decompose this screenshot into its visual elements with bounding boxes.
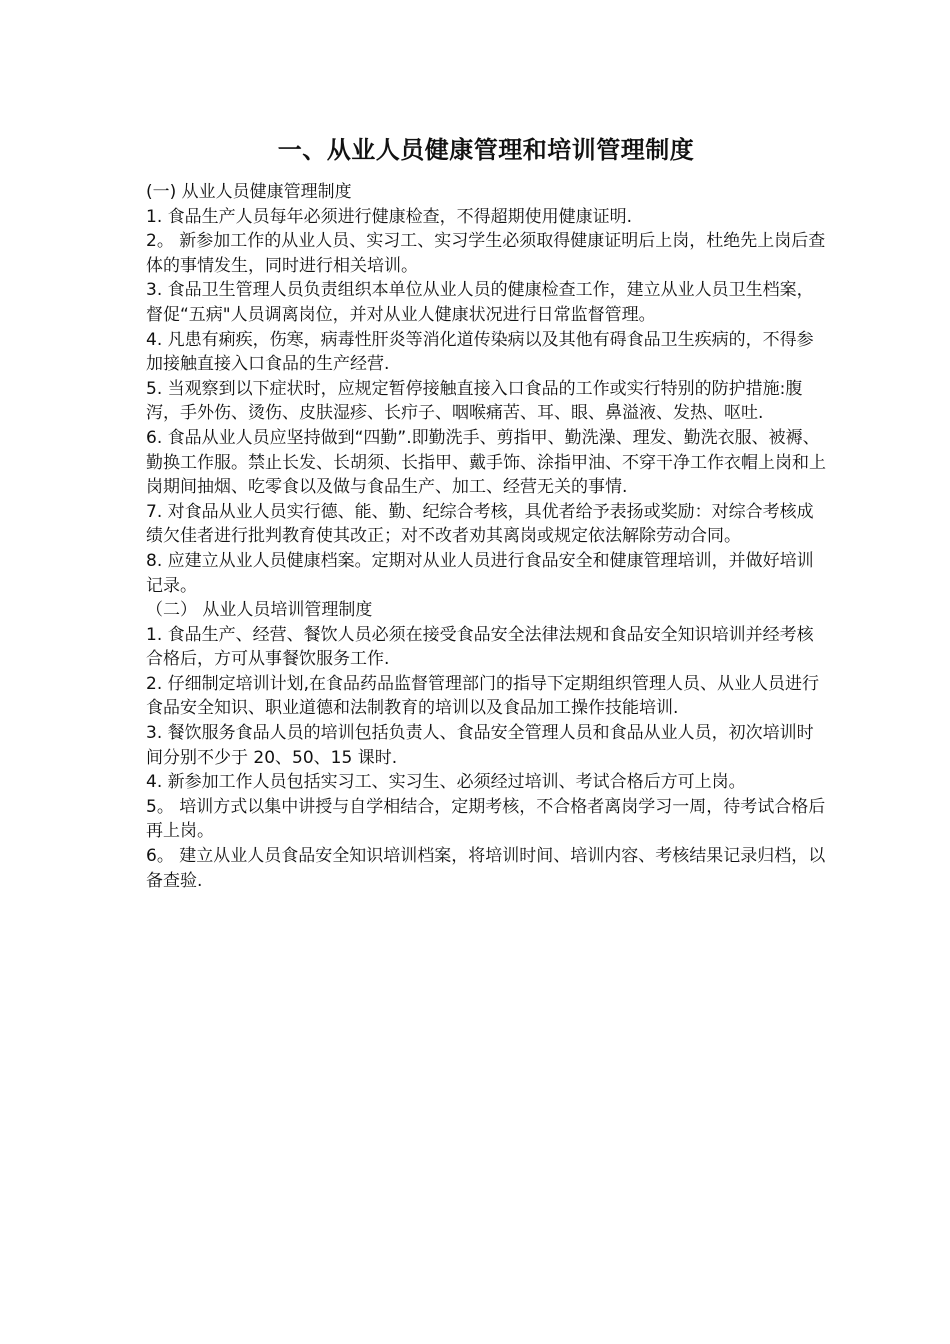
training-rule-4: 4. 新参加工作人员包括实习工、实习生、必须经过培训、考试合格后方可上岗。	[146, 772, 746, 793]
health-rule-8: 8. 应建立从业人员健康档案。定期对从业人员进行食品安全和健康管理培训，并做好培训记录。	[146, 550, 814, 596]
training-rule-5: 5。 培训方式以集中讲授与自学相结合，定期考核，不合格者离岗学习一周，待考试合格后再上岗。	[146, 796, 826, 842]
section-heading-health: (一) 从业人员健康管理制度	[146, 182, 352, 202]
health-rule-1: 1. 食品生产人员每年必须进行健康检查，不得超期使用健康证明.	[146, 206, 633, 227]
document-title: 一、从业人员健康管理和培训管理制度	[277, 136, 695, 164]
document-body	[146, 130, 826, 893]
training-rule-2: 2. 仔细制定培训计划,在食品药品监督管理部门的指导下定期组织管理人员、从业人员进行食品安全知识、职业道德和法制教育的培训以及食品加工操作技能培训.	[146, 673, 820, 719]
section-heading-training: （二） 从业人员培训管理制度	[146, 600, 373, 621]
training-rule-3: 3. 餐饮服务食品人员的培训包括负责人、食品安全管理人员和食品从业人员，初次培训时间分别不少于 20、50、15 课时.	[146, 723, 814, 768]
health-rule-4: 4. 凡患有痢疾，伤寒，病毒性肝炎等消化道传染病以及其他有碍食品卫生疾病的，不得参加接触直接入口食品的生产经营.	[146, 329, 814, 375]
training-rule-1: 1. 食品生产、经营、餐饮人员必须在接受食品安全法律法规和食品安全知识培训并经考核合格后，方可从事餐饮服务工作.	[146, 624, 814, 670]
health-rule-5: 5. 当观察到以下症状时，应规定暂停接触直接入口食品的工作或实行特别的防护措施:腹泻，手外伤、烫伤、皮肤湿疹、长疖子、咽喉痛苦、耳、眼、鼻溢液、发热、呕吐.	[146, 378, 803, 424]
health-rule-7: 7. 对食品从业人员实行德、能、勤、纪综合考核，具优者给予表扬或奖励：对综合考核成绩欠佳者进行批判教育使其改正；对不改者劝其离岗或规定依法解除劳动合同。	[146, 501, 814, 547]
health-rule-3: 3. 食品卫生管理人员负责组织本单位从业人员的健康检查工作，建立从业人员卫生档案，督促“五病"人员调离岗位，并对从业人健康状况进行日常监督管理。	[146, 280, 814, 325]
health-rule-2: 2。 新参加工作的从业人员、实习工、实习学生必须取得健康证明后上岗，杜绝先上岗后查体的事情发生，同时进行相关培训。	[146, 231, 826, 276]
training-rule-6: 6。 建立从业人员食品安全知识培训档案，将培训时间、培训内容、考核结果记录归档，以备查验.	[146, 846, 826, 891]
health-rule-6: 6. 食品从业人员应坚持做到“四勤”.即勤洗手、剪指甲、勤洗澡、理发、勤洗衣服、被褥、勤换工作服。禁止长发、长胡须、长指甲、戴手饰、涂指甲油、不穿干净工作衣帽上岗和上岗期间抽烟、吃零食以及做与食品生产、加工、经营无关的事情.	[146, 427, 826, 498]
